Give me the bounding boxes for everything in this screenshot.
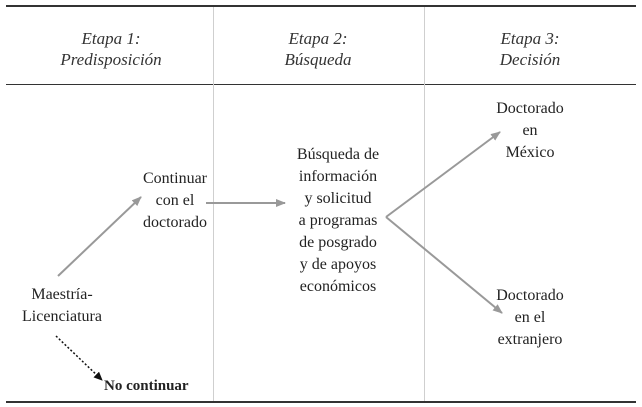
stage-2-name: Búsqueda [284, 50, 352, 69]
node-continuar-doctorado: Continuar con el doctorado [143, 170, 207, 231]
stage-1-number: Etapa 1: [81, 29, 141, 48]
arrow-maestria-to-no-continuar [56, 336, 102, 380]
node-busqueda-informacion: Búsqueda de información y solicitud a programas de posgrado y de apoyos económicos [296, 146, 380, 295]
stage-1-name: Predisposición [60, 50, 162, 69]
stage-3-number: Etapa 3: [500, 29, 560, 48]
node-doctorado-mexico: Doctorado en México [496, 100, 564, 161]
stage-3-name: Decisión [499, 50, 561, 69]
stage-2-number: Etapa 2: [288, 29, 348, 48]
node-maestria-licenciatura: Maestría- Licenciatura [22, 286, 102, 325]
node-doctorado-extranjero: Doctorado en el extranjero [496, 287, 564, 348]
node-no-continuar: No continuar [104, 378, 189, 394]
